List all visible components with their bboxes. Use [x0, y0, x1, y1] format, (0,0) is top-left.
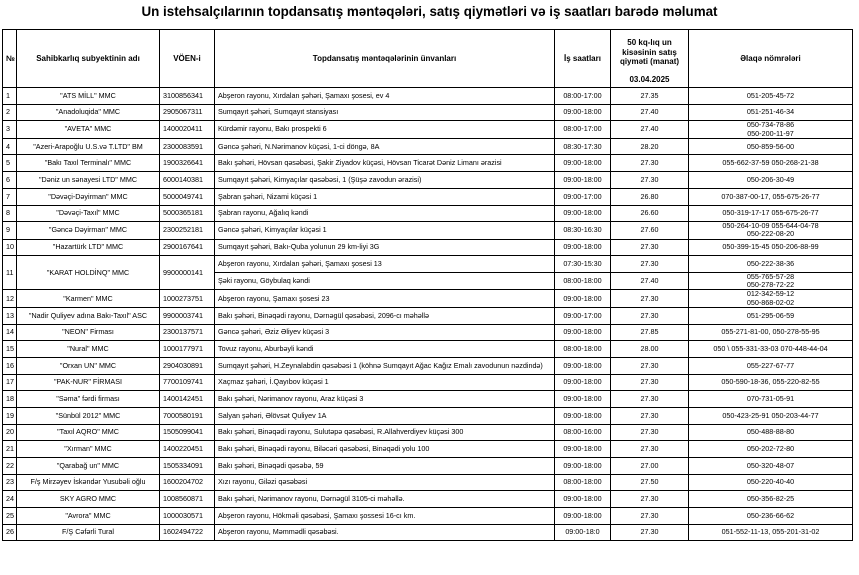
price-cell: 27.35 [611, 88, 689, 105]
price-cell: 28.00 [611, 341, 689, 358]
price-cell: 27.00 [611, 458, 689, 475]
row-number: 12 [3, 290, 17, 307]
phone-cell: 050 \ 055-331-33-03 070-448-44-04 [689, 341, 853, 358]
phone-cell [689, 290, 853, 307]
table-body [3, 88, 853, 541]
phone-cell: 050-859-56-00 [689, 138, 853, 155]
voen-cell: 5000049741 [160, 188, 215, 205]
phone-cell: 050-399-15-45 050-206-88-99 [689, 239, 853, 256]
phone-cell: 050-222-38-36 [689, 256, 853, 273]
hours-cell: 08:00-18:00 [555, 341, 611, 358]
voen-cell: 2905067311 [160, 104, 215, 121]
price-cell: 27.30 [611, 508, 689, 525]
voen-cell: 7000580191 [160, 407, 215, 424]
header-name: Sahibkarlıq subyektinin adı [17, 30, 160, 88]
voen-cell: 1900326641 [160, 155, 215, 172]
address-cell: Bakı şəhəri, Binəqədi rayonu, Biləcəri qəsəbəsi, Binəqədi yolu 100 [215, 441, 555, 458]
cell-line: 050-278-72-22 [746, 280, 795, 290]
hours-cell: 09:00-18:00 [555, 441, 611, 458]
hours-cell: 09:00-18:00 [555, 407, 611, 424]
hours-cell: 07:30-15:30 [555, 256, 611, 273]
cell-line: 050-200-11-97 [747, 128, 794, 138]
price-cell: 28.20 [611, 138, 689, 155]
voen-cell: 1008560871 [160, 491, 215, 508]
price-cell: 27.30 [611, 424, 689, 441]
table-row [3, 491, 853, 508]
hours-cell: 09:00-18:00 [555, 458, 611, 475]
company-name: "Karmen" MMC [17, 290, 160, 307]
header-row [3, 30, 853, 88]
table-row [3, 155, 853, 172]
company-name: "ATS MİLL" MMC [17, 88, 160, 105]
table-row [3, 407, 853, 424]
company-name: SKY AGRO MMC [17, 491, 160, 508]
company-name: "Taxıl AQRO" MMC [17, 424, 160, 441]
table-row [3, 222, 853, 239]
row-number: 24 [3, 491, 17, 508]
table-row [3, 172, 853, 189]
voen-cell: 1400020411 [160, 121, 215, 138]
company-name: "Avrora" MMC [17, 508, 160, 525]
hours-cell: 09:00-18:00 [555, 357, 611, 374]
voen-cell: 2904030891 [160, 357, 215, 374]
table-row [3, 205, 853, 222]
hours-cell: 09:00-17:00 [555, 188, 611, 205]
address-cell: Abşeron rayonu, Xırdalan şəhəri, Şamaxı şosesi, ev 4 [215, 88, 555, 105]
address-cell: Sumqayıt şəhəri, Bakı-Quba yolunun 29 km-liyi 3G [215, 239, 555, 256]
phone-cell [689, 121, 853, 138]
address-cell: Xızı rayonu, Giləzi qəsəbəsi [215, 474, 555, 491]
row-number: 7 [3, 188, 17, 205]
header-address: Topdansatış məntəqələrinin ünvanları [215, 30, 555, 88]
table-row [3, 508, 853, 525]
header-price-line: kisəsinin satış [622, 47, 677, 57]
table-row [3, 474, 853, 491]
table-row [3, 104, 853, 121]
address-cell: Xaçmaz şəhəri, İ.Qayıbov küçəsi 1 [215, 374, 555, 391]
price-cell: 27.30 [611, 524, 689, 541]
address-cell: Bakı şəhəri, Hövsan qəsəbəsi, Şakir Ziyadov küçəsi, Hövsan Ticarət Dəniz Limanı ərazisi [215, 155, 555, 172]
address-cell: Abşeron rayonu, Xırdalan şəhəri, Şamaxı şosesi 13 [215, 256, 555, 273]
row-number: 25 [3, 508, 17, 525]
price-cell: 27.85 [611, 324, 689, 341]
address-cell: Abşeron rayonu, Məmmədli qəsəbəsi. [215, 524, 555, 541]
company-name: "Orxan UN" MMC [17, 357, 160, 374]
price-cell: 27.40 [611, 104, 689, 121]
price-cell: 27.30 [611, 290, 689, 307]
company-name: "Sünbül 2012" MMC [17, 407, 160, 424]
voen-cell: 2300137571 [160, 324, 215, 341]
phone-cell: 050-202-72-80 [689, 441, 853, 458]
price-cell: 27.30 [611, 172, 689, 189]
hours-cell: 08:30-16:30 [555, 222, 611, 239]
row-number: 13 [3, 307, 17, 324]
company-name: "NEON" Firması [17, 324, 160, 341]
voen-cell: 1000177971 [160, 341, 215, 358]
row-number: 11 [3, 256, 17, 290]
cell-line: 050-222-08-20 [746, 229, 795, 239]
price-cell: 27.30 [611, 307, 689, 324]
voen-cell: 1505334091 [160, 458, 215, 475]
hours-cell: 09:00-18:00 [555, 155, 611, 172]
company-name: "Anadoluqida" MMC [17, 104, 160, 121]
header-price [611, 30, 689, 88]
hours-cell: 09:00-18:0 [555, 524, 611, 541]
table-row [3, 307, 853, 324]
row-number: 4 [3, 138, 17, 155]
row-number: 3 [3, 121, 17, 138]
header-voen: VÖEN-i [160, 30, 215, 88]
hours-cell: 08:00-16:00 [555, 424, 611, 441]
address-cell: Bakı şəhəri, Binəqədi qəsəbə, 59 [215, 458, 555, 475]
hours-cell: 09:00-18:00 [555, 391, 611, 408]
cell-line: 050-264-10-09 055-644-04-78 [722, 221, 819, 231]
voen-cell: 9900000141 [160, 256, 215, 290]
address-cell: Bakı şəhəri, Binəqədi rayonu, Sulutəpə qəsəbəsi, R.Allahverdiyev küçəsi 300 [215, 424, 555, 441]
cell-line: 055-765-57-28 [746, 272, 795, 281]
table-row [3, 121, 853, 138]
row-number: 23 [3, 474, 17, 491]
company-name: "AVETA" MMC [17, 121, 160, 138]
table-row [3, 256, 853, 273]
cell-line: 050-734-78-86 [746, 120, 795, 130]
phone-cell: 050-319-17-17 055-675-26-77 [689, 205, 853, 222]
row-number: 22 [3, 458, 17, 475]
company-name: "Hazartürk LTD" MMC [17, 239, 160, 256]
phone-cell: 051-552-11-13, 055-201-31-02 [689, 524, 853, 541]
table-row [3, 341, 853, 358]
price-cell: 27.30 [611, 239, 689, 256]
flour-wholesale-table [2, 29, 853, 541]
row-number: 15 [3, 341, 17, 358]
price-cell: 26.60 [611, 205, 689, 222]
company-name: "Nadir Quliyev adına Bakı-Taxıl" ASC [17, 307, 160, 324]
address-cell: Şabran şəhəri, Nizami küçəsi 1 [215, 188, 555, 205]
address-cell: Bakı şəhəri, Binəqədi rayonu, Dərnəgül qəsəbəsi, 2096-cı məhəllə [215, 307, 555, 324]
address-cell: Gəncə şəhəri, Əziz Əliyev küçəsi 3 [215, 324, 555, 341]
address-cell: Abşeron rayonu, Şamaxı şosesi 23 [215, 290, 555, 307]
address-cell: Abşeron rayonu, Hökməli qəsəbəsi, Şamaxı şossesi 16-cı km. [215, 508, 555, 525]
company-name: "Dəvəçi-Dəyirman" MMC [17, 188, 160, 205]
company-name: "Səma" fərdi firması [17, 391, 160, 408]
company-name: "Gəncə Dəyirman" MMC [17, 222, 160, 239]
voen-cell: 2900167641 [160, 239, 215, 256]
company-name: "PAK-NUR" FİRMASI [17, 374, 160, 391]
hours-cell: 08:30-17:30 [555, 138, 611, 155]
hours-cell: 09:00-18:00 [555, 239, 611, 256]
hours-cell: 08:00-18:00 [555, 474, 611, 491]
phone-cell: 051-205-45-72 [689, 88, 853, 105]
company-name: F/Ş Cəfərli Tural [17, 524, 160, 541]
voen-cell: 9900003741 [160, 307, 215, 324]
phone-cell: 051-295-06-59 [689, 307, 853, 324]
price-cell: 27.30 [611, 155, 689, 172]
row-number: 10 [3, 239, 17, 256]
phone-cell: 050-206-30-49 [689, 172, 853, 189]
hours-cell: 09:00-18:00 [555, 374, 611, 391]
hours-cell: 09:00-18:00 [555, 104, 611, 121]
company-name: "Nural" MMC [17, 341, 160, 358]
header-price-date: 03.04.2025 [629, 74, 670, 84]
price-cell: 27.30 [611, 407, 689, 424]
company-name: F/ş Mirzəyev İskəndər Yusubəli oğlu [17, 474, 160, 491]
table-row [3, 239, 853, 256]
company-name: "Bakı Taxıl Terminalı" MMC [17, 155, 160, 172]
table-row [3, 290, 853, 307]
voen-cell: 3100856341 [160, 88, 215, 105]
price-cell: 27.30 [611, 256, 689, 273]
row-number: 6 [3, 172, 17, 189]
header-no: № [3, 30, 17, 88]
voen-cell: 1400142451 [160, 391, 215, 408]
price-cell: 27.30 [611, 441, 689, 458]
table-row [3, 88, 853, 105]
hours-cell: 09:00-18:00 [555, 491, 611, 508]
phone-cell: 055-662-37-59 050-268-21-38 [689, 155, 853, 172]
hours-cell: 09:00-18:00 [555, 324, 611, 341]
hours-cell: 09:00-17:00 [555, 307, 611, 324]
address-cell: Şəki rayonu, Göybulaq kəndi [215, 273, 555, 290]
voen-cell: 5000365181 [160, 205, 215, 222]
address-cell: Sumqayıt şəhəri, H.Zeynalabdin qəsəbəsi 1 (köhnə Sumqayıt Ağac Kağız Emalı zavodunun nəzdində) [215, 357, 555, 374]
voen-cell: 1505099041 [160, 424, 215, 441]
price-cell: 27.30 [611, 491, 689, 508]
company-name: "KARAT HOLDİNQ" MMC [17, 256, 160, 290]
cell-line: 012-342-59-12 [746, 289, 795, 299]
price-cell: 26.80 [611, 188, 689, 205]
address-cell: Sumqayıt şəhəri, Kimyaçılar qəsəbəsi, 1 (Şüşə zavodun ərazisi) [215, 172, 555, 189]
price-cell: 27.60 [611, 222, 689, 239]
row-number: 8 [3, 205, 17, 222]
price-cell: 27.30 [611, 374, 689, 391]
voen-cell: 2300083591 [160, 138, 215, 155]
hours-cell: 08:00-17:00 [555, 88, 611, 105]
table-row [3, 424, 853, 441]
phone-cell: 050-423-25-91 050-203-44-77 [689, 407, 853, 424]
table-row [3, 324, 853, 341]
phone-cell [689, 273, 853, 290]
phone-cell: 055-271-81-00, 050-278-55-95 [689, 324, 853, 341]
page-title: Un istehsalçılarının topdansatış məntəqələri, satış qiymətləri və iş saatları barədə məlumat [141, 4, 718, 19]
address-cell: Kürdəmir rayonu, Bakı prospekti 6 [215, 121, 555, 138]
address-cell: Bakı şəhəri, Nərimanov rayonu, Dərnəgül 3105-ci məhəllə. [215, 491, 555, 508]
address-cell: Şabran rayonu, Ağalıq kəndi [215, 205, 555, 222]
address-cell: Bakı şəhəri, Nərimanov rayonu, Araz küçəsi 3 [215, 391, 555, 408]
company-name: "Dəvəçi-Taxıl" MMC [17, 205, 160, 222]
price-cell: 27.30 [611, 357, 689, 374]
hours-cell: 08:00-18:00 [555, 273, 611, 290]
voen-cell: 1400220451 [160, 441, 215, 458]
row-number: 26 [3, 524, 17, 541]
phone-cell: 050-320-48-07 [689, 458, 853, 475]
hours-cell: 09:00-18:00 [555, 172, 611, 189]
cell-line: 050-868-02-02 [746, 297, 795, 307]
company-name: "Azeri-Arapoğlu U.S.və T.LTD" BM [17, 138, 160, 155]
hours-cell: 09:00-18:00 [555, 508, 611, 525]
voen-cell: 2300252181 [160, 222, 215, 239]
price-cell: 27.50 [611, 474, 689, 491]
row-number: 1 [3, 88, 17, 105]
row-number: 21 [3, 441, 17, 458]
phone-cell: 070-387-00-17, 055-675-26-77 [689, 188, 853, 205]
table-row [3, 188, 853, 205]
voen-cell: 1602494722 [160, 524, 215, 541]
header-price-line: qiyməti (manat) [619, 57, 680, 66]
hours-cell: 08:00-17:00 [555, 121, 611, 138]
row-number: 2 [3, 104, 17, 121]
voen-cell: 1000273751 [160, 290, 215, 307]
table-row [3, 458, 853, 475]
voen-cell: 1600204702 [160, 474, 215, 491]
row-number: 5 [3, 155, 17, 172]
phone-cell: 051-251-46-34 [689, 104, 853, 121]
table-row [3, 391, 853, 408]
table-row [3, 441, 853, 458]
header-phones: Əlaqə nömrələri [689, 30, 853, 88]
company-name: "Qarabağ un" MMC [17, 458, 160, 475]
table-row [3, 357, 853, 374]
phone-cell: 050-356-82-25 [689, 491, 853, 508]
phone-cell: 050-236-66-62 [689, 508, 853, 525]
address-cell: Gəncə şəhəri, Kimyaçılar küçəsi 1 [215, 222, 555, 239]
hours-cell: 09:00-18:00 [555, 205, 611, 222]
address-cell: Sumqayıt şəhəri, Sumqayıt stansiyası [215, 104, 555, 121]
voen-cell: 1000030571 [160, 508, 215, 525]
table-row [3, 374, 853, 391]
table-row [3, 138, 853, 155]
row-number: 17 [3, 374, 17, 391]
phone-cell: 055-227-67-77 [689, 357, 853, 374]
company-name: "Dəniz un sənayesi LTD" MMC [17, 172, 160, 189]
row-number: 9 [3, 222, 17, 239]
price-cell: 27.40 [611, 273, 689, 290]
voen-cell: 6000140381 [160, 172, 215, 189]
table-row [3, 524, 853, 541]
address-cell: Tovuz rayonu, Aburbəyli kəndi [215, 341, 555, 358]
company-name: "Xırman" MMC [17, 441, 160, 458]
phone-cell: 050-220-40-40 [689, 474, 853, 491]
row-number: 19 [3, 407, 17, 424]
price-cell: 27.40 [611, 121, 689, 138]
row-number: 20 [3, 424, 17, 441]
hours-cell: 09:00-18:00 [555, 290, 611, 307]
row-number: 14 [3, 324, 17, 341]
address-cell: Gəncə şəhəri, N.Nərimanov küçəsi, 1-ci döngə, 8A [215, 138, 555, 155]
header-price-line: 50 kq-lıq un [627, 38, 672, 47]
phone-cell: 070-731-05-91 [689, 391, 853, 408]
row-number: 18 [3, 391, 17, 408]
phone-cell: 050-488-88-80 [689, 424, 853, 441]
phone-cell [689, 222, 853, 239]
header-hours: İş saatları [555, 30, 611, 88]
price-cell: 27.30 [611, 391, 689, 408]
row-number: 16 [3, 357, 17, 374]
address-cell: Salyan şəhəri, Əlövsət Quliyev 1A [215, 407, 555, 424]
voen-cell: 7700109741 [160, 374, 215, 391]
phone-cell: 050-590-18-36, 055-220-82-55 [689, 374, 853, 391]
